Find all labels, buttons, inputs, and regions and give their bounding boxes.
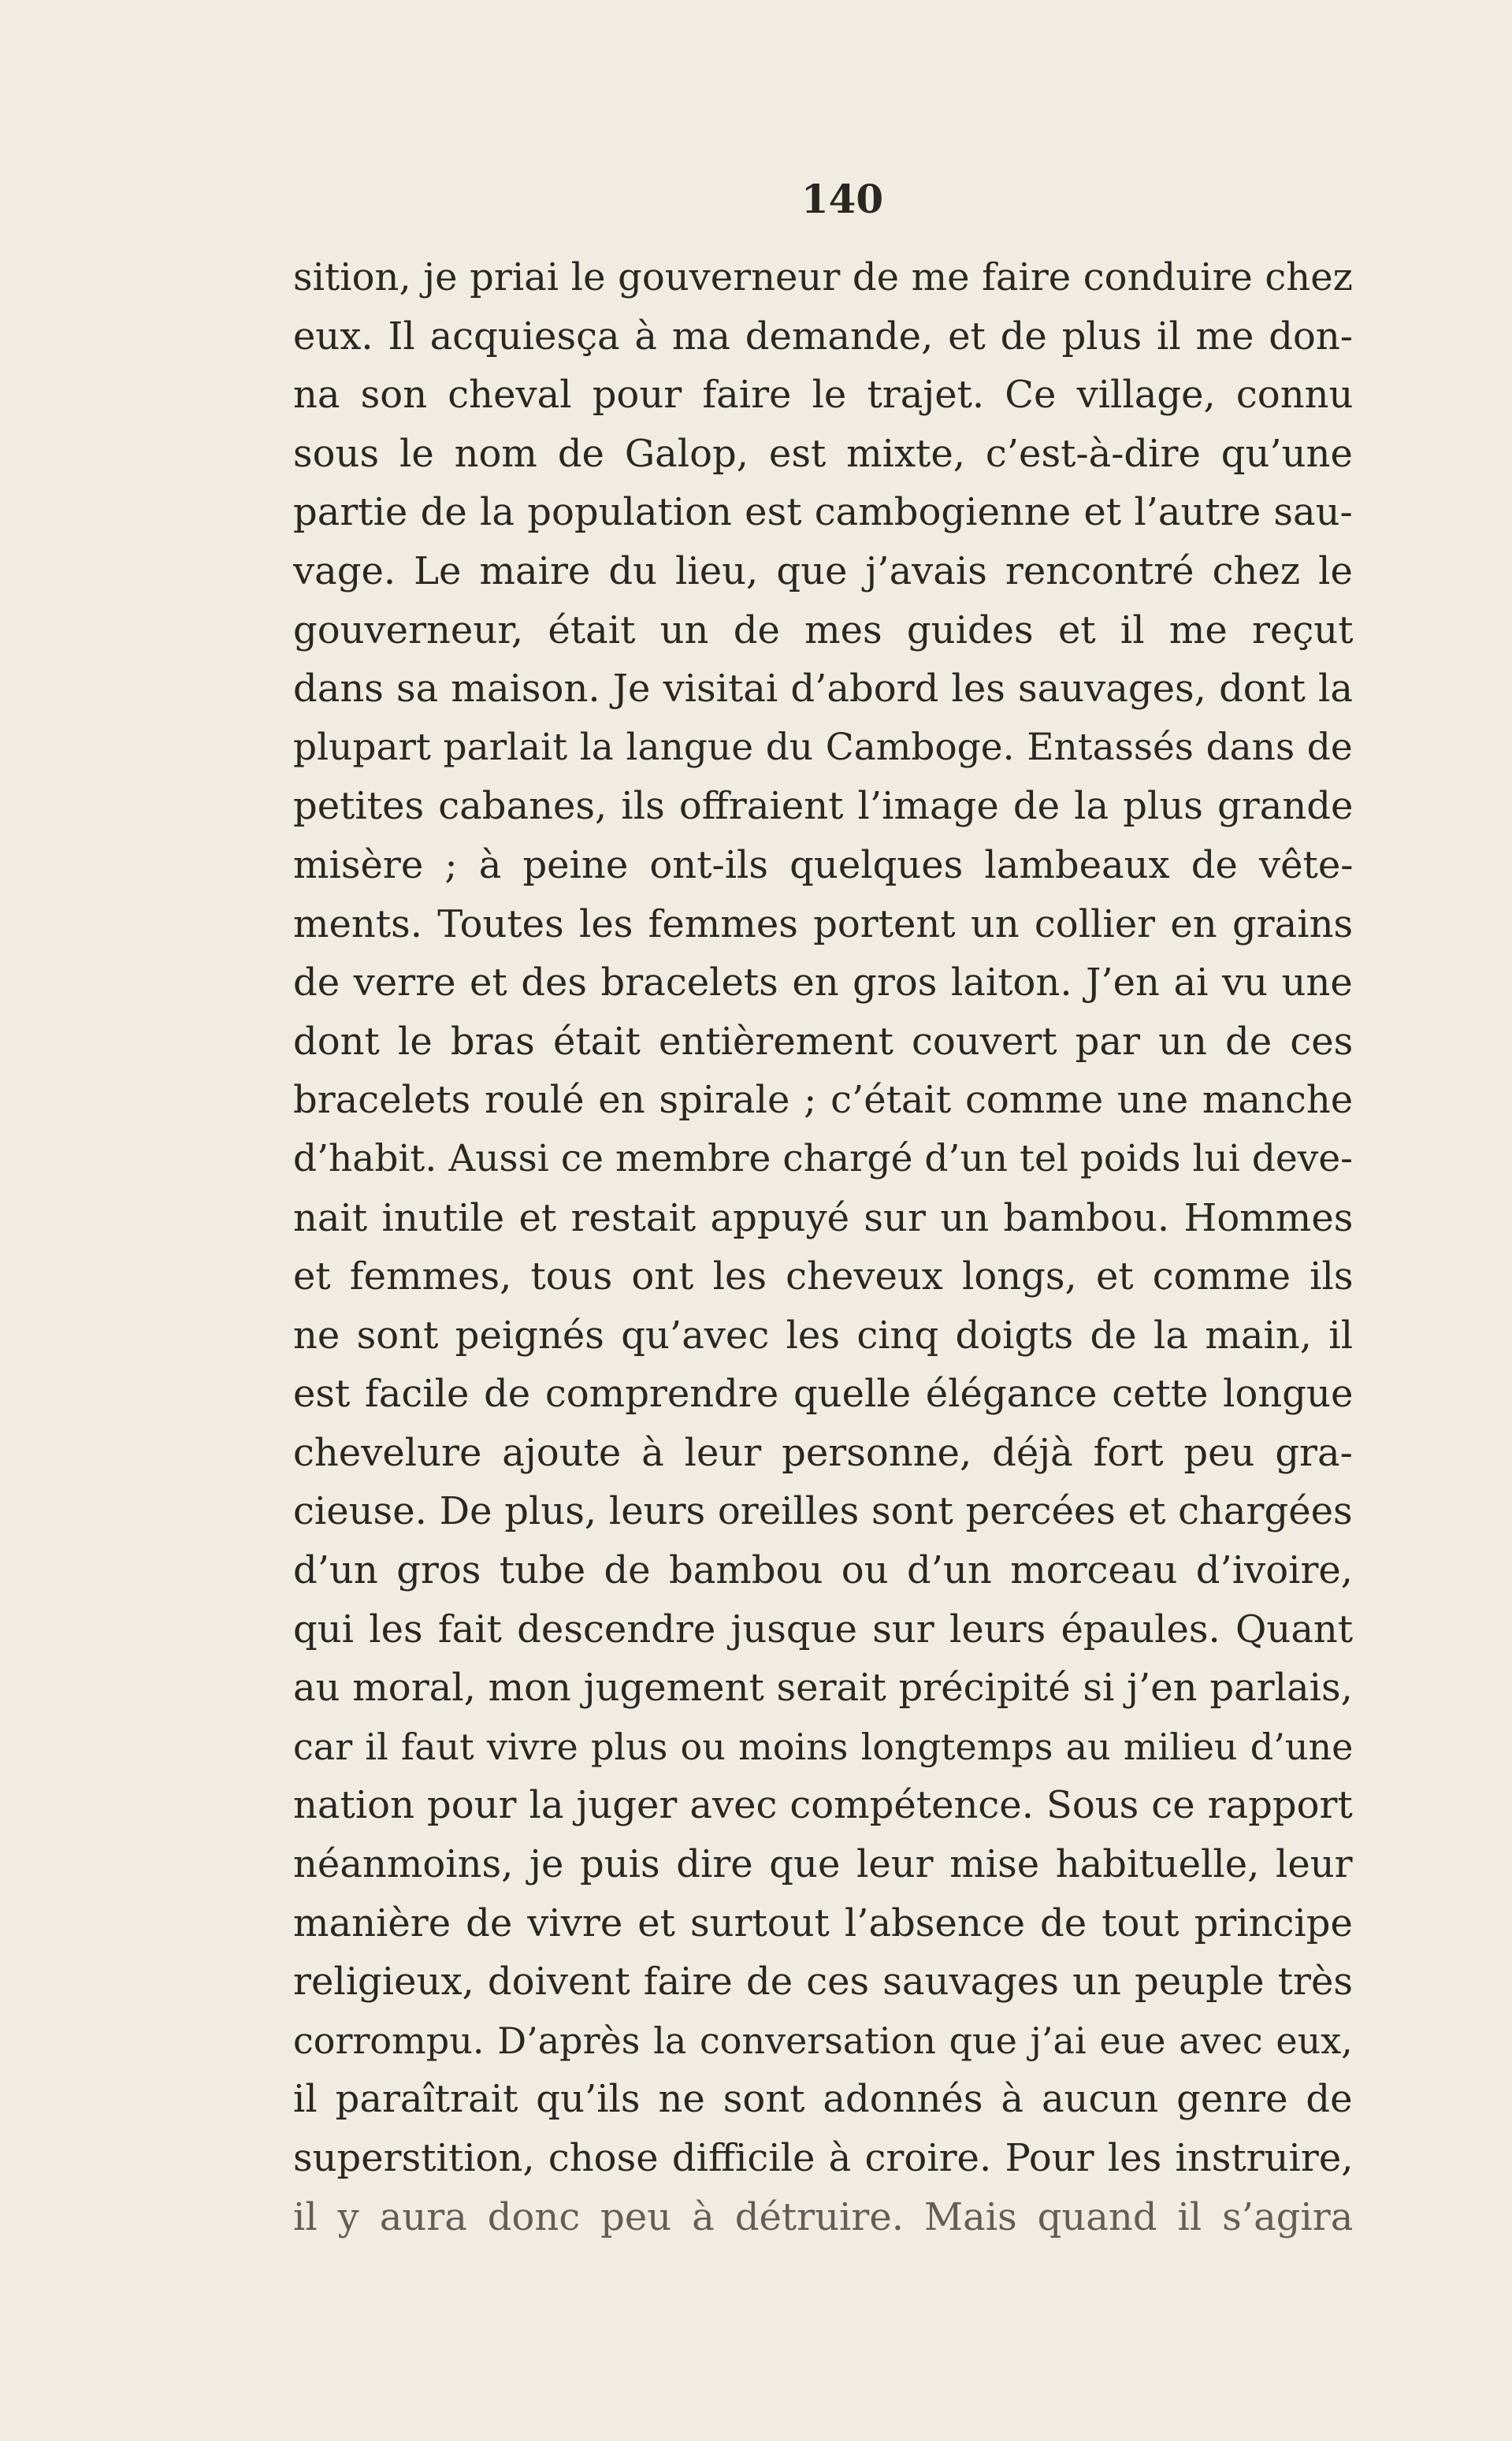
text-line: car il faut vivre plus ou moins longtemps au milieu d’une	[293, 1725, 1353, 1768]
text-line: vage. Le maire du lieu, que j’avais rencontré chez le	[293, 548, 1353, 593]
text-line: il y aura donc peu à détruire. Mais quand il s’agira	[293, 2194, 1353, 2239]
text-line: corrompu. D’après la conversation que j’ai eue avec eux,	[293, 2019, 1353, 2062]
text-line: petites cabanes, ils offraient l’image de la plus grande	[293, 784, 1353, 829]
text-line: nait inutile et restait appuyé sur un bambou. Hommes	[293, 1195, 1353, 1240]
text-line: ments. Toutes les femmes portent un collier en grains	[293, 901, 1353, 946]
page-number: 140	[801, 176, 884, 222]
text-line: na son cheval pour faire le trajet. Ce village, connu	[293, 373, 1353, 418]
text-line: eux. Il acquiesça à ma demande, et de plus il me don-	[293, 314, 1353, 359]
text-line: dans sa maison. Je visitai d’abord les sauvages, dont la	[293, 667, 1353, 711]
text-line: sous le nom de Galop, est mixte, c’est-à-dire qu’une	[293, 431, 1353, 476]
text-line: d’un gros tube de bambou ou d’un morceau d’ivoire,	[293, 1548, 1353, 1593]
text-line: d’habit. Aussi ce membre chargé d’un tel poids lui deve-	[293, 1136, 1353, 1180]
text-line: cieuse. De plus, leurs oreilles sont percées et chargées	[293, 1489, 1353, 1534]
text-line: néanmoins, je puis dire que leur mise habituelle, leur	[293, 1842, 1353, 1887]
text-line: est facile de comprendre quelle élégance cette longue	[293, 1372, 1353, 1417]
text-line: manière de vivre et surtout l’absence de tout principe	[293, 1900, 1353, 1945]
text-line: de verre et des bracelets en gros laiton. J’en ai vu une	[293, 960, 1353, 1005]
text-line: religieux, doivent faire de ces sauvages un peuple très	[293, 1960, 1353, 2004]
text-line: sition, je priai le gouverneur de me faire conduire chez	[293, 255, 1353, 299]
text-line: nation pour la juger avec compétence. Sous ce rapport	[293, 1783, 1353, 1828]
body-text	[293, 248, 1353, 2246]
text-line: et femmes, tous ont les cheveux longs, et comme ils	[293, 1254, 1353, 1299]
text-line: misère ; à peine ont-ils quelques lambeaux de vête-	[293, 842, 1353, 887]
text-line: bracelets roulé en spirale ; c’était comme une manche	[293, 1078, 1353, 1123]
text-line: qui les fait descendre jusque sur leurs épaules. Quant	[293, 1607, 1353, 1651]
text-line: partie de la population est cambogienne et l’autre sau-	[293, 490, 1353, 535]
text-line: gouverneur, était un de mes guides et il me reçut	[293, 607, 1353, 652]
text-line: ne sont peignés qu’avec les cinq doigts de la main, il	[293, 1313, 1353, 1358]
text-line: chevelure ajoute à leur personne, déjà fort peu gra-	[293, 1430, 1353, 1475]
text-line: plupart parlait la langue du Camboge. Entassés dans de	[293, 725, 1353, 769]
text-line: au moral, mon jugement serait précipité si j’en parlais,	[293, 1666, 1353, 1711]
text-line: il paraîtrait qu’ils ne sont adonnés à aucun genre de	[293, 2077, 1353, 2122]
text-line: dont le bras était entièrement couvert par un de ces	[293, 1019, 1353, 1064]
text-line: superstition, chose difficile à croire. Pour les instruire,	[293, 2136, 1353, 2180]
